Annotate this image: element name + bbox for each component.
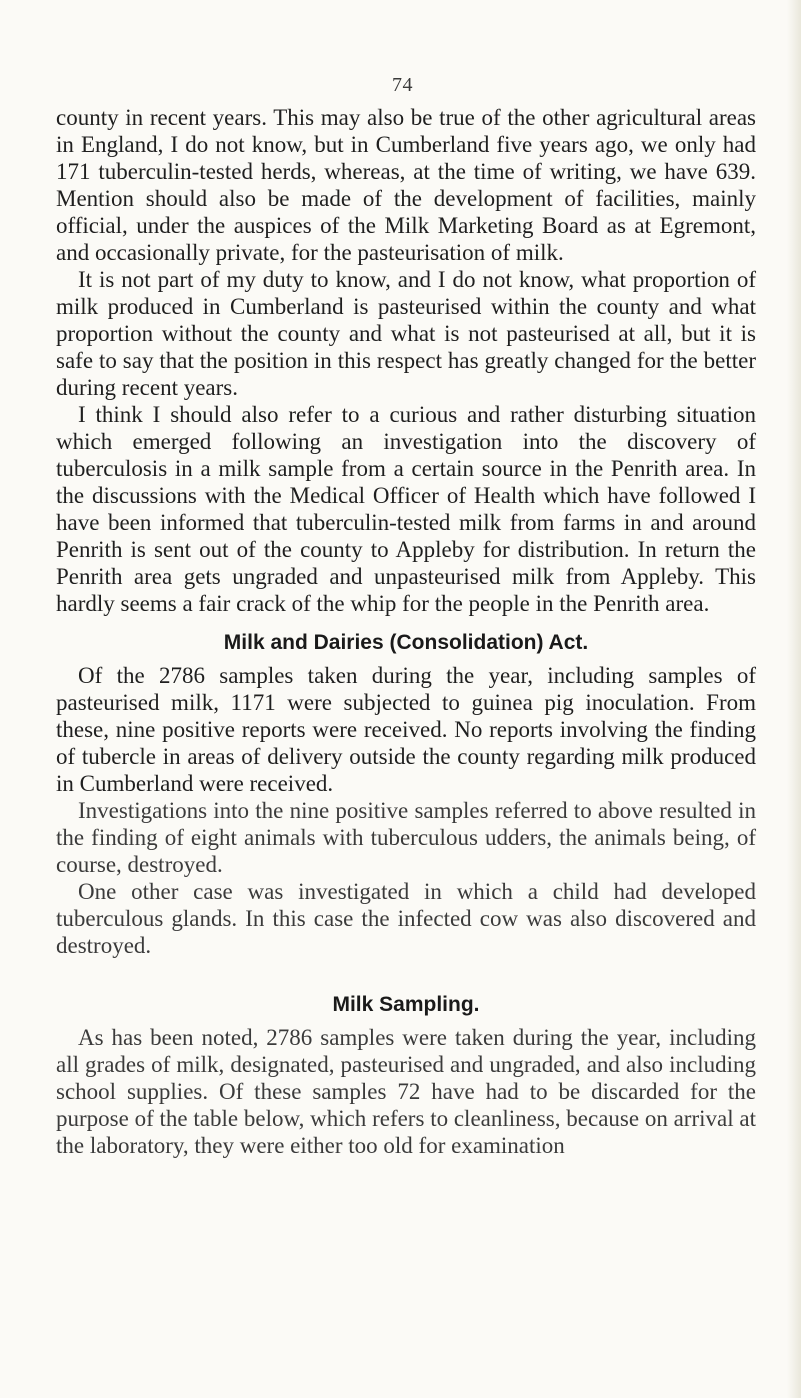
paragraph-intro-2: It is not part of my duty to know, and I do not know, what proportion of milk produced in Cumberland is pasteurised within the county and what proportion without the county and what is not pasteurised at all, but it is safe to say that the position in this respect has greatly changed for the better during recent years. (56, 267, 756, 400)
page-edge-shadow (787, 0, 801, 1398)
section-heading-milk-dairies-act: Milk and Dairies (Consolidation) Act. (223, 631, 589, 654)
section-heading-milk-sampling: Milk Sampling. (332, 993, 480, 1016)
paragraph-act-1: Of the 2786 samples taken during the year, including samples of pasteurised milk, 1171 were subjected to guinea pig inoculation. From these, nine positive reports were received. No reports involving the finding of tubercle in areas of delivery outside the county regarding milk produced in Cumberland were received. (56, 663, 756, 796)
paragraph-intro-1: county in recent years. This may also be true of the other agricultural areas in England, I do not know, but in Cumberland five years ago, we only had 171 tuberculin-tested herds, whereas, at the time of writing, we have 639. Mention should also be made of the development of facilities, mainly official, under the auspices of the Milk Marketing Board as at Egremont, and occasionally private, for the pasteurisation of milk. (56, 105, 756, 265)
paragraph-act-2: Investigations into the nine positive samples referred to above resulted in the finding of eight animals with tuberculous udders, the animals being, of course, destroyed. (56, 798, 756, 877)
paragraph-act-3: One other case was investigated in which a child had developed tuberculous glands. In this case the infected cow was also discovered and destroyed. (56, 879, 756, 958)
paragraph-intro-3: I think I should also refer to a curious and rather disturbing situation which emerged following an investigation into the discovery of tuberculosis in a milk sample from a certain source in the Penrith area. In the discussions with the Medical Officer of Health which have followed I have been informed that tuberculin-tested milk from farms in and around Penrith is sent out of the county to Appleby for distribution. In return the Penrith area gets ungraded and unpasteurised milk from Appleby. This hardly seems a fair crack of the whip for the people in the Penrith area. (56, 402, 756, 616)
paragraph-sampling-1: As has been noted, 2786 samples were taken during the year, including all grades of milk, designated, pasteurised and ungraded, and also including school supplies. Of these samples 72 have had to be discarded for the purpose of the table below, which refers to cleanliness, because on arrival at the laboratory, they were either too old for examination (56, 1025, 756, 1158)
body-text (56, 104, 756, 1159)
page-number: 74 (392, 74, 413, 96)
